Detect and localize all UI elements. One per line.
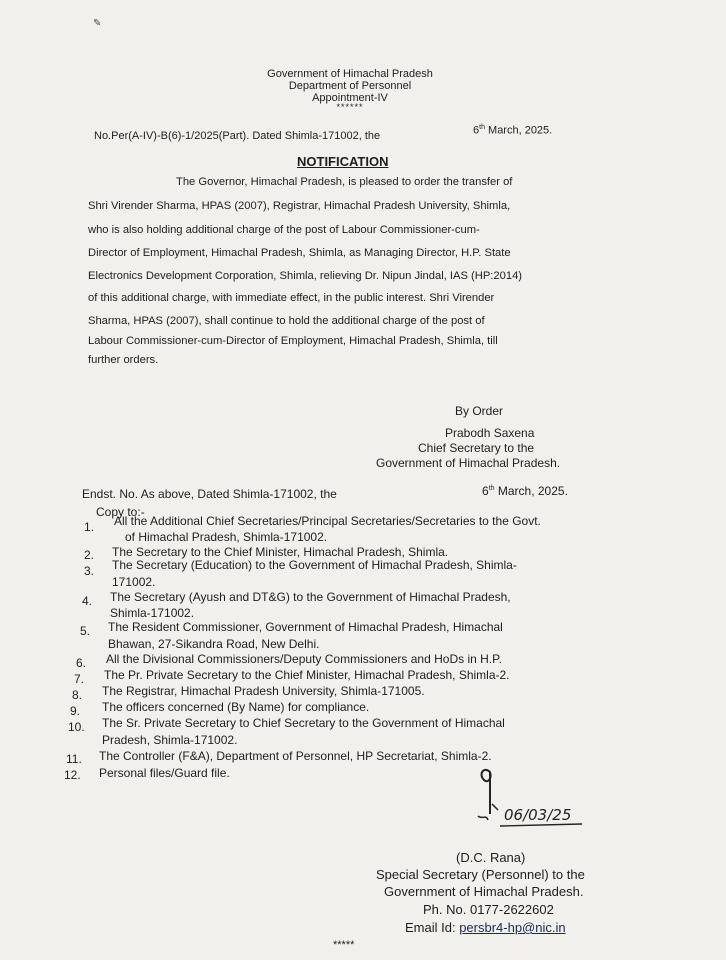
list-number: 12. <box>64 768 81 782</box>
list-number: 6. <box>76 656 87 670</box>
list-number: 11. <box>66 752 82 766</box>
header-department: Department of Personnel <box>288 80 412 92</box>
signatory-name: (D.C. Rana) <box>456 850 526 865</box>
by-order-designation: Chief Secretary to the <box>418 441 535 455</box>
list-text: The Secretary (Ayush and DT&G) to the Government of Himachal Pradesh, <box>110 590 511 604</box>
list-number: 2. <box>84 548 95 562</box>
list-text: 171002. <box>112 575 156 589</box>
end-mark: ***** <box>333 939 355 951</box>
list-number: 5. <box>80 624 91 638</box>
list-text: Bhawan, 27-Sikandra Road, New Delhi. <box>108 637 320 651</box>
list-text: The Resident Commissioner, Government of Himachal Pradesh, Himachal <box>108 620 503 634</box>
header-government: Government of Himachal Pradesh <box>267 68 433 80</box>
body-line: who is also holding additional charge of the post of Labour Commissioner-cum- <box>88 224 480 236</box>
corner-mark-icon: ✎ <box>93 18 102 29</box>
by-order-label: By Order <box>455 404 504 418</box>
signature-icon <box>470 764 590 834</box>
body-line: further orders. <box>88 354 159 366</box>
list-text: The Registrar, Himachal Pradesh University, Shimla-171005. <box>102 684 425 698</box>
body-line: of this additional charge, with immediate effect, in the public interest. Shri Virender <box>88 292 495 304</box>
list-text: The officers concerned (By Name) for compliance. <box>102 700 370 714</box>
body-line: Sharma, HPAS (2007), shall continue to hold the additional charge of the post of <box>88 315 485 327</box>
list-number: 4. <box>82 594 93 608</box>
list-number: 10. <box>68 720 85 734</box>
list-text: of Himachal Pradesh, Shimla-171002. <box>125 530 328 544</box>
notification-title: NOTIFICATION <box>297 154 389 169</box>
signatory-government: Government of Himachal Pradesh. <box>384 884 584 899</box>
signatory-designation: Special Secretary (Personnel) to the <box>376 867 585 882</box>
copy-to-label: Copy to:- <box>96 505 145 519</box>
handwritten-signature <box>470 764 590 834</box>
email-link[interactable]: persbr4-hp@nic.in <box>459 920 566 935</box>
header-stars: ****** <box>336 102 364 112</box>
list-number: 9. <box>70 704 81 718</box>
list-number: 7. <box>74 672 85 686</box>
body-line: Labour Commissioner-cum-Director of Employment, Himachal Pradesh, Shimla, till <box>88 335 498 347</box>
list-text: The Controller (F&A), Department of Personnel, HP Secretariat, Shimla-2. <box>99 749 492 763</box>
body-line: Electronics Development Corporation, Shimla, relieving Dr. Nipun Jindal, IAS (HP:2014) <box>88 270 523 282</box>
endorsement-date: 6th March, 2025. <box>482 484 568 498</box>
by-order-government: Government of Himachal Pradesh. <box>376 456 561 470</box>
list-text: The Secretary (Education) to the Government of Himachal Pradesh, Shimla- <box>112 558 517 572</box>
list-text: Personal files/Guard file. <box>99 766 230 780</box>
header-section: Appointment-IV <box>312 92 388 104</box>
list-text: Shimla-171002. <box>110 606 195 620</box>
by-order-name: Prabodh Saxena <box>445 426 535 440</box>
list-text: The Secretary to the Chief Minister, Himachal Pradesh, Shimla. <box>112 545 449 559</box>
signatory-phone: Ph. No. 0177-2622602 <box>423 902 554 917</box>
list-text: The Pr. Private Secretary to the Chief Minister, Himachal Pradesh, Shimla-2. <box>104 668 510 682</box>
body-line: Director of Employment, Himachal Pradesh, Shimla, as Managing Director, H.P. State <box>88 247 511 259</box>
endorsement-number: Endst. No. As above, Dated Shimla-171002, the <box>82 487 337 501</box>
body-line: Shri Virender Sharma, HPAS (2007), Registrar, Himachal Pradesh University, Shimla, <box>88 200 511 212</box>
email-label: Email Id: <box>405 920 460 935</box>
list-number: 1. <box>84 520 95 534</box>
reference-number: No.Per(A-IV)-B(6)-1/2025(Part). Dated Shimla-171002, the <box>94 130 381 142</box>
body-line: The Governor, Himachal Pradesh, is pleased to order the transfer of <box>176 176 513 188</box>
signatory-email-row <box>405 920 566 935</box>
list-number: 3. <box>84 564 95 578</box>
list-text: All the Additional Chief Secretaries/Principal Secretaries/Secretaries to the Govt. <box>114 514 541 528</box>
list-text: All the Divisional Commissioners/Deputy Commissioners and HoDs in H.P. <box>106 652 502 666</box>
reference-date: 6th March, 2025. <box>473 124 553 137</box>
list-text: The Sr. Private Secretary to Chief Secretary to the Government of Himachal <box>102 716 505 730</box>
list-number: 8. <box>72 688 83 702</box>
signature-date: 06/03/25 <box>504 806 572 824</box>
list-text: Pradesh, Shimla-171002. <box>102 733 238 747</box>
